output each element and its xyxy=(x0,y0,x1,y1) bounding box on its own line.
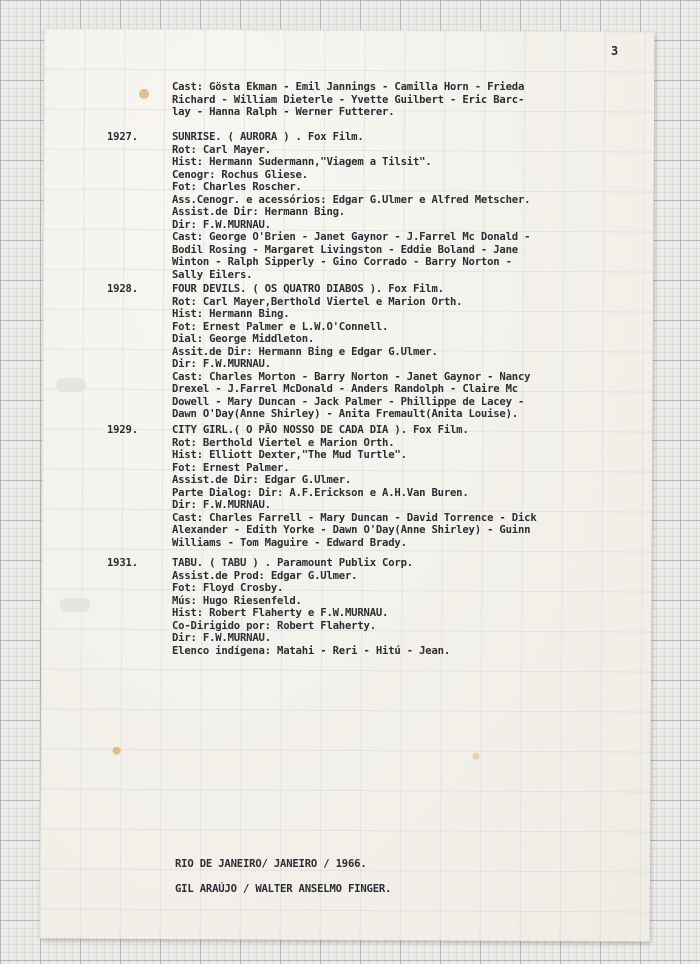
text-line: Mús: Hugo Riesenfeld. xyxy=(172,594,302,607)
text-line: Dir: F.W.MURNAU. xyxy=(172,499,271,511)
text-line: Cenogr: Rochus Gliese. xyxy=(172,168,308,181)
text-line: Cast: Gösta Ekman - Emil Jannings - Camilla Horn - Frieda xyxy=(172,81,525,93)
text-line: Assist.de Dir: Hermann Bing. xyxy=(172,206,345,218)
text-line: Parte Dialog: Dir: A.F.Erickson e A.H.Van Buren. xyxy=(172,486,469,499)
text-line: lay - Hanna Ralph - Werner Futterer. xyxy=(172,106,395,118)
text-line: Dir: F.W.MURNAU. xyxy=(172,632,271,644)
text-line: Dir: F.W.MURNAU. xyxy=(172,358,271,370)
entry-year: 1927. xyxy=(107,131,138,143)
text-line: Dir: F.W.MURNAU. xyxy=(172,218,271,231)
text-line: Assist.de Prod: Edgar G.Ulmer. xyxy=(172,569,358,582)
text-line: Hist: Hermann Bing. xyxy=(172,308,290,320)
entry-credits xyxy=(172,424,612,549)
text-line: Alexander - Edith Yorke - Dawn O'Day(Anne Shirley) - Guinn xyxy=(172,524,531,536)
text-line: Bodil Rosing - Margaret Livingston - Eddie Boland - Jane xyxy=(172,243,518,256)
film-title: SUNRISE. ( AURORA ) . Fox Film. xyxy=(172,131,364,143)
entry-year: 1928. xyxy=(107,283,138,295)
text-line: Assit.de Dir: Hermann Bing e Edgar G.Ulmer. xyxy=(172,345,438,358)
text-line: Rot: Berthold Viertel e Marion Orth. xyxy=(172,436,395,449)
entry-credits xyxy=(172,131,612,281)
text-line: Sally Eilers. xyxy=(172,268,253,281)
text-line: Hist: Elliott Dexter,"The Mud Turtle". xyxy=(172,449,407,461)
text-line: Fot: Ernest Palmer. xyxy=(172,461,290,474)
text-line: Hist: Hermann Sudermann,"Viagem a Tilsit". xyxy=(172,156,432,168)
text-line: Rot: Carl Mayer,Berthold Viertel e Marion Orth. xyxy=(172,295,463,308)
text-line: Cast: Charles Morton - Barry Norton - Janet Gaynor - Nancy xyxy=(172,370,531,383)
text-line: Co-Dirigido por: Robert Flaherty. xyxy=(172,619,376,632)
text-line: Elenco indígena: Matahi - Reri - Hitú - Jean. xyxy=(172,644,451,657)
entry-credits xyxy=(172,283,612,421)
text-line: Ass.Cenogr. e acessórios: Edgar G.Ulmer e Alfred Metscher. xyxy=(172,193,531,206)
entry-year: 1931. xyxy=(107,557,138,569)
document-footer xyxy=(175,858,391,908)
text-line: Cast: George O'Brien - Janet Gaynor - J.Farrel Mc Donald - xyxy=(172,231,531,243)
text-line: Williams - Tom Maguire - Edward Brady. xyxy=(172,536,407,549)
text-line: Richard - William Dieterle - Yvette Guilbert - Eric Barc- xyxy=(172,93,525,106)
place-date: RIO DE JANEIRO/ JANEIRO / 1966. xyxy=(175,858,367,870)
text-line: Dawn O'Day(Anne Shirley) - Anita Fremault(Anita Louise). xyxy=(172,408,518,420)
text-line: Drexel - J.Farrel McDonald - Anders Randolph - Claire Mc xyxy=(172,383,518,395)
text-line: Dial: George Middleton. xyxy=(172,333,315,345)
text-line: Hist: Robert Flaherty e F.W.MURNAU. xyxy=(172,607,389,619)
text-line: Dowell - Mary Duncan - Jack Palmer - Phillippe de Lacey - xyxy=(172,395,525,408)
entry-credits xyxy=(172,557,612,657)
text-line: Cast: Charles Farrell - Mary Duncan - David Torrence - Dick xyxy=(172,511,537,524)
text-line: Winton - Ralph Sipperly - Gino Corrado - Barry Norton - xyxy=(172,256,512,268)
page-number: 3 xyxy=(611,44,619,58)
text-line: Fot: Floyd Crosby. xyxy=(172,582,284,594)
text-line: Fot: Charles Roscher. xyxy=(172,181,302,193)
text-line: Fot: Ernest Palmer e L.W.O'Connell. xyxy=(172,320,389,333)
text-line: Rot: Carl Mayer. xyxy=(172,143,271,156)
film-title: TABU. ( TABU ) . Paramount Publix Corp. xyxy=(172,557,413,569)
entry-year: 1929. xyxy=(107,424,138,436)
authors: GIL ARAÚJO / WALTER ANSELMO FINGER. xyxy=(175,883,392,895)
text-line: Assist.de Dir: Edgar G.Ulmer. xyxy=(172,474,352,486)
film-title: CITY GIRL.( O PÃO NOSSO DE CADA DIA ). Fox Film. xyxy=(172,424,469,436)
cast-continuation xyxy=(172,81,524,119)
film-title: FOUR DEVILS. ( OS QUATRO DIABOS ). Fox Film. xyxy=(172,283,444,295)
